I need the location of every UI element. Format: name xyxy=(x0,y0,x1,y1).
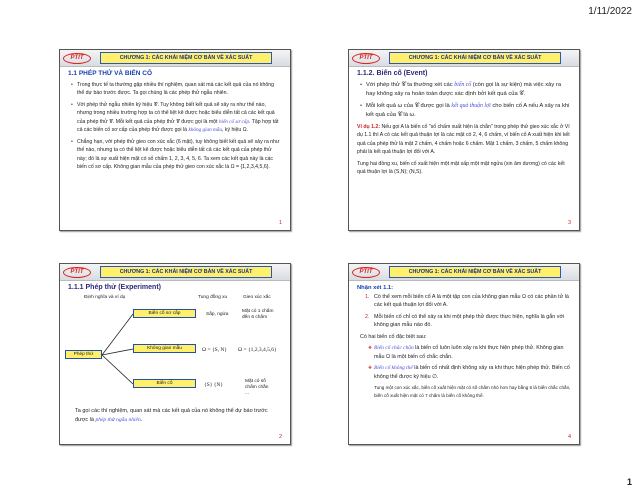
term: phép thử ngẫu nhiên xyxy=(95,417,141,423)
term: Biến cố chắc chắn xyxy=(374,345,414,351)
numbered-item xyxy=(365,293,571,310)
term: kết quả thuận lợi xyxy=(451,102,491,109)
term: không gian mẫu xyxy=(188,127,222,133)
slide-4 xyxy=(348,263,580,445)
paragraph: Tung một con xúc xắc, biến cố xuất hiện mặt có số chấm nhỏ hơn hay bằng 6 là biến chắc chắn, biến cố xuất hiện mặt có 7 chấm là biến cố không thể. xyxy=(374,385,571,398)
text: là biến cố luôn luôn xảy ra khi thực hiện phép thử. Không gian mẫu Ω là một biến cố chắc chắn. xyxy=(374,345,564,360)
text: , ký hiệu Ω. xyxy=(221,127,249,133)
slide-number: 3 xyxy=(567,220,571,226)
text: Mỗi kết quả ω của 𝒞 được gọi là xyxy=(366,102,450,109)
slide-title: 1.1 PHÉP THỬ VÀ BIẾN CỐ xyxy=(68,70,153,77)
example-label: Ví dụ 1.2: xyxy=(357,123,381,130)
dice-example: Mặt có 1 chấm đến 6 chấm xyxy=(242,309,274,320)
chapter-title: CHƯƠNG 1: CÁC KHÁI NIỆM CƠ BẢN VỀ XÁC SUẤT xyxy=(100,52,272,64)
text: cho biến cố A nếu A xảy ra khi kết quả của 𝒞 là ω. xyxy=(366,102,570,118)
root-box: Phép thử xyxy=(65,350,102,359)
text: Mỗi biến cố chỉ có thể xảy ra khi một phép thử được thực hiện, nghĩa là gắn với không gian mẫu nào đó. xyxy=(374,313,565,328)
ptit-logo: PTIT xyxy=(352,267,380,278)
example xyxy=(357,123,571,157)
column-label: Định nghĩa và ví dụ xyxy=(84,295,126,300)
bullet xyxy=(365,344,571,361)
paragraph: Tung hai đồng xu, biến cố xuất hiện một mặt sấp một mặt ngửa (xin âm dương) có các kết quả thuận lợi là (S,N); (N,S). xyxy=(357,160,565,175)
slide-title: 1.1.2. Biến cố (Event) xyxy=(357,70,428,77)
term: biến cố xyxy=(454,81,472,88)
bullet xyxy=(365,364,571,381)
dice-example: Ω = {1,2,3,4,5,6} xyxy=(238,347,277,353)
column-label: Tung đồng xu xyxy=(198,295,228,300)
column-label: Gieo xúc xắc xyxy=(243,295,271,300)
coin-example: Sấp, ngửa xyxy=(206,312,229,317)
concept-box: Không gian mẫu xyxy=(133,344,196,353)
text: Có thể xem mỗi biến cố A là một tập con của không gian mẫu Ω có các phần tử là các kết quả thuận lợi đối với A. xyxy=(374,293,569,308)
paragraph: Có hai biến cố đặc biệt sau: xyxy=(360,333,427,340)
slide-number: 1 xyxy=(278,220,282,226)
concept-box: Biến cố xyxy=(133,379,196,388)
bullet: • Chẳng hạn, với phép thử gieo con xúc xắc (6 mặt), tuy không biết kết quả sẽ xảy ra như thế nào, nhưng ta có thể liệt kê được hoặc biểu diễn tất cả các kết quả của phép thử này; đó là sự xuất hiện mặt có số chấm 1, 2, 3, 4, 5, 6. Ta xem các kết quả này là các biến cố sơ cấp. Không gian mẫu của phép thử gieo con xúc xắc là Ω = {1,2,3,4,5,6}. xyxy=(68,138,282,172)
ptit-logo: PTIT xyxy=(63,267,91,278)
slide-title: Nhận xét 1.1: xyxy=(357,285,394,291)
slide-number: 4 xyxy=(567,434,571,440)
slide-title: 1.1.1 Phép thử (Experiment) xyxy=(68,284,161,291)
text: Ta gọi các thí nghiệm, quan sát mà các kết quả của nó không thể dự báo trước được là xyxy=(75,408,268,423)
slide-header xyxy=(349,50,579,67)
item-number: 2. xyxy=(365,313,370,320)
bullet xyxy=(357,81,571,99)
slide-1 xyxy=(59,49,291,231)
term: Biến cố không thể xyxy=(374,365,413,371)
bullet: • Trong thực tế ta thường gặp nhiều thí nghiệm, quan sát mà các kết quả của nó không thể dự báo trước được. Ta gọi chúng là các phép thử ngẫu nhiên. xyxy=(68,81,282,98)
chapter-title: CHƯƠNG 1: CÁC KHÁI NIỆM CƠ BẢN VỀ XÁC SUẤT xyxy=(389,52,561,64)
text: (còn gọi là sự kiện) mà việc xảy ra hay không xảy ra hoàn toàn được xác định bởi kết quả của 𝒞. xyxy=(366,81,562,97)
chapter-title: CHƯƠNG 1: CÁC KHÁI NIỆM CƠ BẢN VỀ XÁC SUẤT xyxy=(389,266,561,278)
dice-example: Mặt có số chấm chẵn ... xyxy=(245,379,269,396)
slide-header xyxy=(60,50,290,67)
item-number: 1. xyxy=(365,293,370,300)
slide-3 xyxy=(348,49,580,231)
slide-2 xyxy=(59,263,291,445)
coin-example: {S} {N} xyxy=(204,382,223,388)
text: . Tập hợp tất cả các biến cố sơ cấp của phép thử được gọi là xyxy=(77,118,279,133)
text: Với phép thử 𝒞 ta thường xét các xyxy=(366,81,453,88)
paragraph: Ta gọi các thí nghiệm, quan sát mà các kết quả của nó không thể dự báo trước được là phép thử ngẫu nhiên. xyxy=(75,408,268,423)
term: biến cố sơ cấp xyxy=(218,118,249,125)
numbered-item xyxy=(365,313,571,330)
text: Với phép thử ngẫu nhiên ký hiệu 𝒞. Tuy không biết kết quả sẽ xảy ra như thế nào, nhưng trong nhiều trường hợp ta có thể liệt kê được hoặc biểu diễn tất cả các kết quả của phép thử 𝒞. Mỗi kết quả của phép thử 𝒞 được gọi là một xyxy=(77,101,275,125)
bullet xyxy=(68,101,282,135)
print-date: 1/11/2022 xyxy=(588,6,632,17)
bullet xyxy=(357,102,571,120)
text: là biến cố nhất định không xảy ra khi thực hiện phép thử. Biến cố không thể được ký hiệu ∅. xyxy=(374,365,570,380)
text: Nếu gọi A là biến cố "số chấm xuất hiện là chẵn" trong phép thử gieo xúc xắc ở Ví dụ 1.1 thì A có các kết quả thuận lợi là các mặt có 2, 4, 6 chấm, vì biến cố A xuất hiện khi kết quả của phép thử là mặt 2 chấm, 4 chấm hoặc 6 chấm. Mặt 1 chấm, 3 chấm, 5 chấm không phải là kết quả thuận lợi đối với A. xyxy=(357,123,570,155)
ptit-logo: PTIT xyxy=(63,53,91,64)
chapter-title: CHƯƠNG 1: CÁC KHÁI NIỆM CƠ BẢN VỀ XÁC SUẤT xyxy=(100,266,272,278)
coin-example: Ω = {S, N} xyxy=(202,347,227,353)
page-number: 1 xyxy=(626,477,632,487)
slide-header xyxy=(60,264,290,281)
slide-header xyxy=(349,264,579,281)
slide-number: 2 xyxy=(278,434,282,440)
ptit-logo: PTIT xyxy=(352,53,380,64)
concept-box: Biến cố sơ cấp xyxy=(133,309,196,318)
